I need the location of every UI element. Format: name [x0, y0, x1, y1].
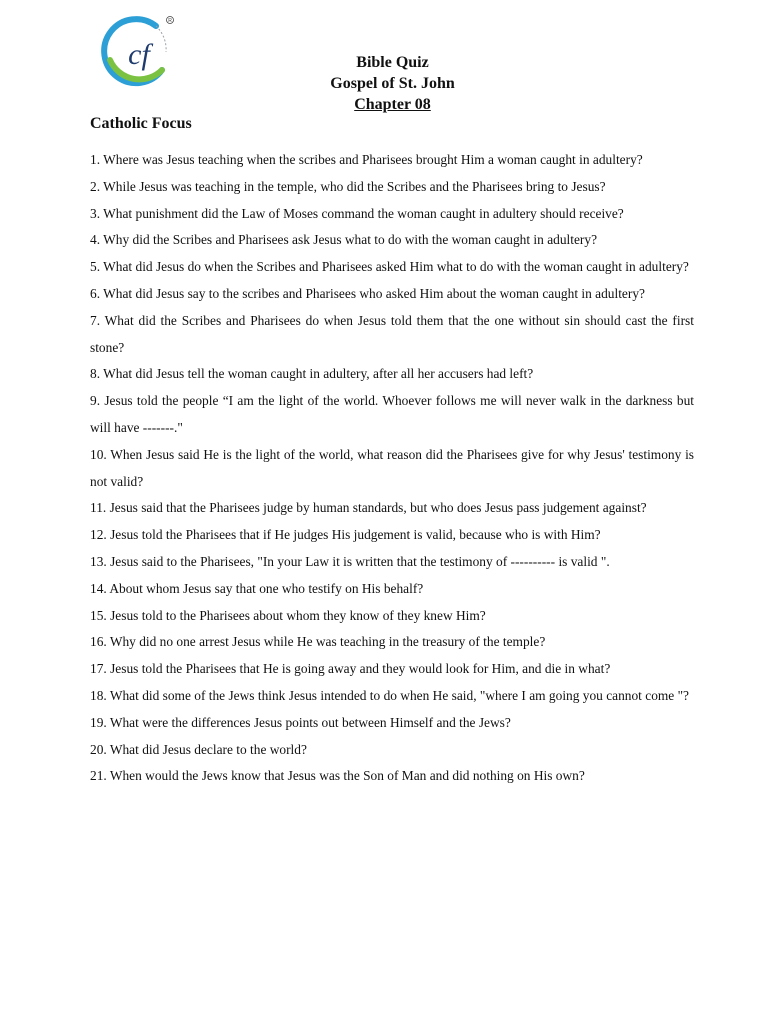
question-item: 14. About whom Jesus say that one who testify on His behalf? — [90, 580, 424, 596]
question-item: 19. What were the differences Jesus points out between Himself and the Jews? — [90, 714, 511, 730]
question-item: 3. What punishment did the Law of Moses command the woman caught in adultery should receive? — [90, 205, 624, 221]
question-item: 8. What did Jesus tell the woman caught in adultery, after all her accusers had left? — [90, 366, 534, 382]
question-item: 4. Why did the Scribes and Pharisees ask Jesus what to do with the woman caught in adultery? — [90, 232, 598, 248]
question-item: 2. While Jesus was teaching in the temple, who did the Scribes and the Pharisees bring to Jesus? — [90, 178, 606, 194]
svg-text:R: R — [168, 18, 172, 24]
question-item: 1. Where was Jesus teaching when the scribes and Pharisees brought Him a woman caught in adultery? — [90, 152, 643, 167]
document-header — [240, 52, 545, 115]
quiz-title: Bible Quiz — [356, 54, 429, 71]
question-item: 6. What did Jesus say to the scribes and Pharisees who asked Him about the woman caught in adultery? — [90, 285, 645, 301]
question-item: 11. Jesus said that the Pharisees judge by human standards, but who does Jesus pass judgement against? — [90, 500, 647, 516]
question-item: 13. Jesus said to the Pharisees, "In your Law it is written that the testimony of ---------- is valid ". — [90, 553, 610, 569]
organization-name: Catholic Focus — [90, 115, 192, 132]
question-item: 5. What did Jesus do when the Scribes and Pharisees asked Him what to do with the woman caught in adultery? — [90, 259, 689, 275]
question-item: 10. When Jesus said He is the light of the world, what reason did the Pharisees give for why Jesus' testimony is not valid? — [90, 446, 694, 489]
question-item: 17. Jesus told the Pharisees that He is going away and they would look for Him, and die in what? — [90, 661, 611, 677]
question-item: 21. When would the Jews know that Jesus was the Son of Man and did nothing on His own? — [90, 768, 585, 784]
question-item: 9. Jesus told the people “I am the light of the world. Whoever follows me will never walk in the darkness but will have -------." — [90, 393, 694, 435]
question-item: 7. What did the Scribes and Pharisees do when Jesus told them that the one without sin should cast the first stone? — [90, 312, 694, 355]
question-item: 15. Jesus told to the Pharisees about whom they know of they knew Him? — [90, 607, 486, 623]
question-item: 20. What did Jesus declare to the world? — [90, 741, 307, 757]
catholic-focus-logo — [100, 14, 178, 92]
gospel-subtitle: Gospel of St. John — [330, 75, 455, 92]
chapter-heading: Chapter 08 — [354, 96, 431, 113]
question-item: 12. Jesus told the Pharisees that if He judges His judgement is valid, because who is with Him? — [90, 527, 601, 543]
logo-lettering: cf — [128, 38, 150, 71]
question-list — [90, 147, 694, 790]
question-item: 16. Why did no one arrest Jesus while He was teaching in the treasury of the temple? — [90, 634, 546, 650]
question-item: 18. What did some of the Jews think Jesus intended to do when He said, "where I am going you cannot come "? — [90, 687, 690, 703]
